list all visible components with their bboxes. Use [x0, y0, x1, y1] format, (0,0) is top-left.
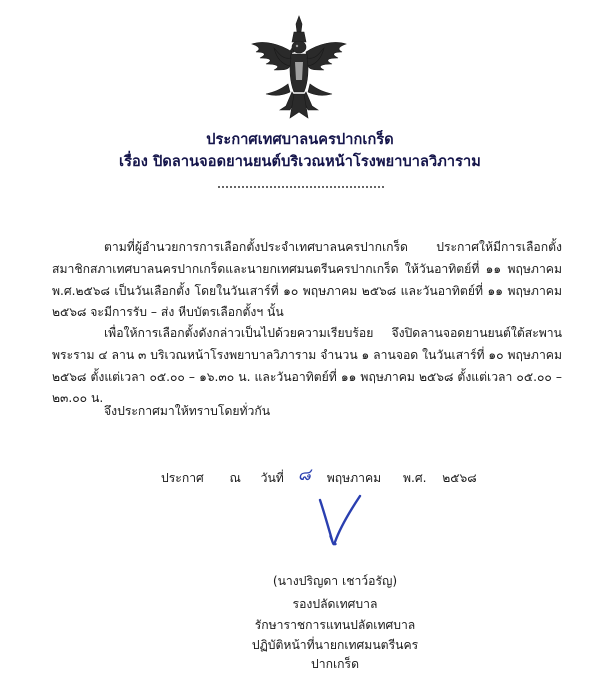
signatory-position: รองปลัดเทศบาล — [292, 597, 378, 611]
day-label: วันที่ — [260, 471, 284, 485]
announcement-subject: เรื่อง ปิดลานจอดยานยนต์บริเวณหน้าโรงพยาบาลวิภาราม — [119, 154, 481, 170]
paragraph-2: เพื่อให้การเลือกตั้งดังกล่าวเป็นไปด้วยความเรียบร้อย จึงปิดลานจอดยานยนต์ใต้สะพานพระราม ๔ ลาน ๓ บริเวณหน้าโรงพยาบาลวิภาราม จำนวน ๑ ลานจอด ในวันเสาร์ที่ ๑๐ พฤษภาคม ๒๕๖๘ ตั้งแต่เวลา ๐๕.๐๐ – ๑๖.๓๐ น. และวันอาทิตย์ที่ ๑๑ พฤษภาคม ๒๕๖๘ ตั้งแต่เวลา ๐๕.๐๐ – ๒๓.๐๐ น. — [52, 326, 562, 406]
announced-label: ประกาศ — [161, 471, 204, 485]
signatory-duty: ปฏิบัติหน้าที่นายกเทศมนตรีนครปากเกร็ด — [251, 638, 419, 671]
signatory-name: (นางปริญดา เชาว์อรัญ) — [272, 574, 398, 588]
garuda-emblem-icon — [244, 14, 354, 122]
month-label: พฤษภาคม — [326, 471, 382, 485]
era-label: พ.ศ. — [402, 471, 427, 485]
at-label: ณ — [229, 471, 241, 485]
date-line — [161, 463, 477, 490]
dotted-divider — [218, 186, 384, 188]
handwritten-signature — [316, 492, 364, 552]
handwritten-day: ๘ — [297, 465, 311, 485]
signatory-acting: รักษาราชการแทนปลัดเทศบาล — [254, 618, 416, 632]
paragraph-1: ตามที่ผู้อำนวยการการเลือกตั้งประจำเทศบาลนครปากเกร็ด ประกาศให้มีการเลือกตั้งสมาชิกสภาเทศบาลนครปากเกร็ดและนายกเทศมนตรีนครปากเกร็ด ให้วันอาทิตย์ที่ ๑๑ พฤษภาคม พ.ศ.๒๕๖๘ เป็นวันเลือกตั้ง โดยในวันเสาร์ที่ ๑๐ พฤษภาคม ๒๕๖๘ และวันอาทิตย์ที่ ๑๑ พฤษภาคม ๒๕๖๘ จะมีการรับ – ส่ง หีบบัตรเลือกตั้งฯ นั้น — [52, 240, 562, 320]
announcement-title: ประกาศเทศบาลนครปากเกร็ด — [206, 132, 394, 148]
year-label: ๒๕๖๘ — [442, 471, 477, 485]
paragraph-3: จึงประกาศมาให้ทราบโดยทั่วกัน — [104, 404, 271, 418]
